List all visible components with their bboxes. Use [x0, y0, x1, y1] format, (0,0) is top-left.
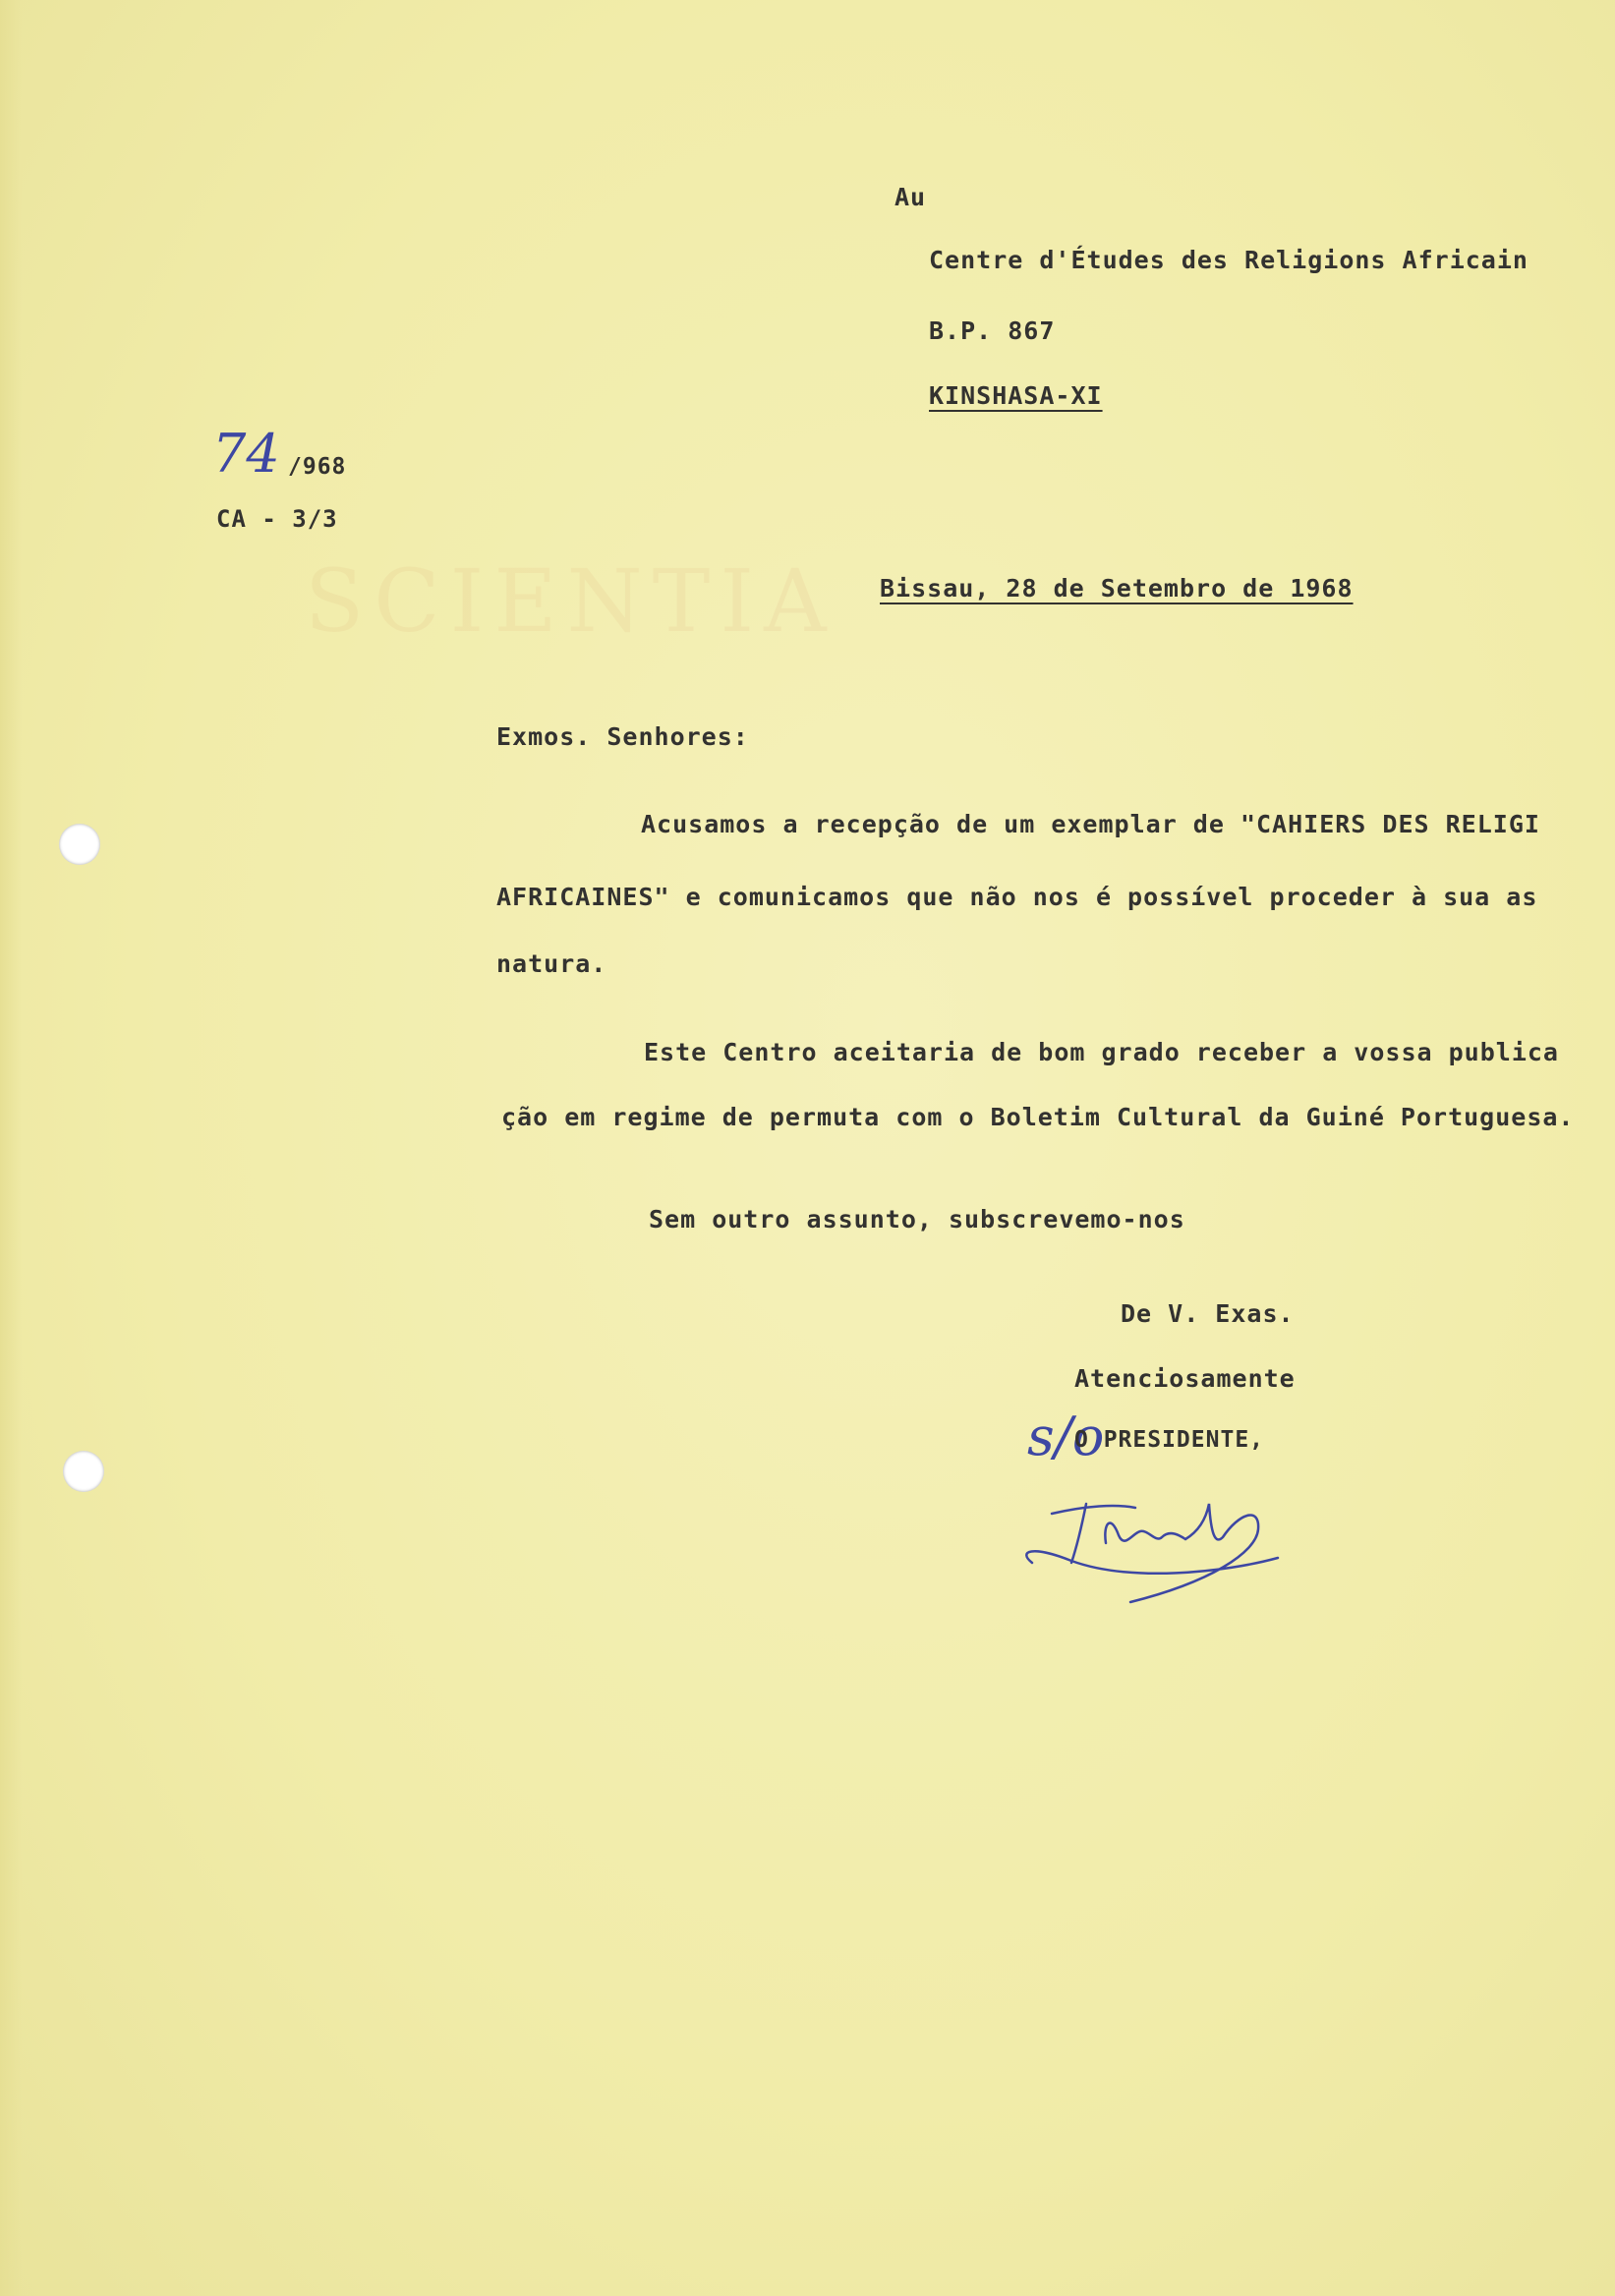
recipient-salutation: Au [894, 183, 927, 211]
reference-year: /968 [288, 454, 347, 480]
body-p1-line3: natura. [496, 949, 607, 978]
watermark: SCIENTIA [305, 550, 836, 652]
paper-edge-shadow [0, 0, 22, 2296]
signature [1012, 1474, 1327, 1612]
greeting: Exmos. Senhores: [496, 722, 749, 751]
body-p2-line2: ção em regime de permuta com o Boletim Cultural da Guiné Portuguesa. [501, 1103, 1575, 1131]
closing-line1: De V. Exas. [1121, 1299, 1295, 1328]
body-p1-line1: Acusamos a recepção de um exemplar de "CAHIERS DES RELIGI [641, 810, 1540, 838]
closing-title: O PRESIDENTE, [1074, 1427, 1265, 1453]
body-p2-line1: Este Centro aceitaria de bom grado receber a vossa publica [644, 1038, 1559, 1066]
handwritten-per-mark: s/o [1027, 1406, 1105, 1467]
body-p3-line1: Sem outro assunto, subscrevemo-nos [649, 1205, 1185, 1234]
closing-line2: Atenciosamente [1074, 1364, 1296, 1393]
body-p1-line2: AFRICAINES" e comunicamos que não nos é possível proceder à sua as [496, 883, 1538, 911]
recipient-name: Centre d'Études des Religions Africain [929, 246, 1528, 274]
reference-code: CA - 3/3 [216, 505, 338, 533]
recipient-city: KINSHASA-XI [929, 381, 1103, 410]
handwritten-ref-number: 74 [212, 423, 280, 485]
punch-hole-bottom [63, 1451, 104, 1492]
date-line: Bissau, 28 de Setembro de 1968 [880, 574, 1354, 603]
recipient-po-box: B.P. 867 [929, 316, 1056, 345]
punch-hole-top [59, 824, 100, 865]
